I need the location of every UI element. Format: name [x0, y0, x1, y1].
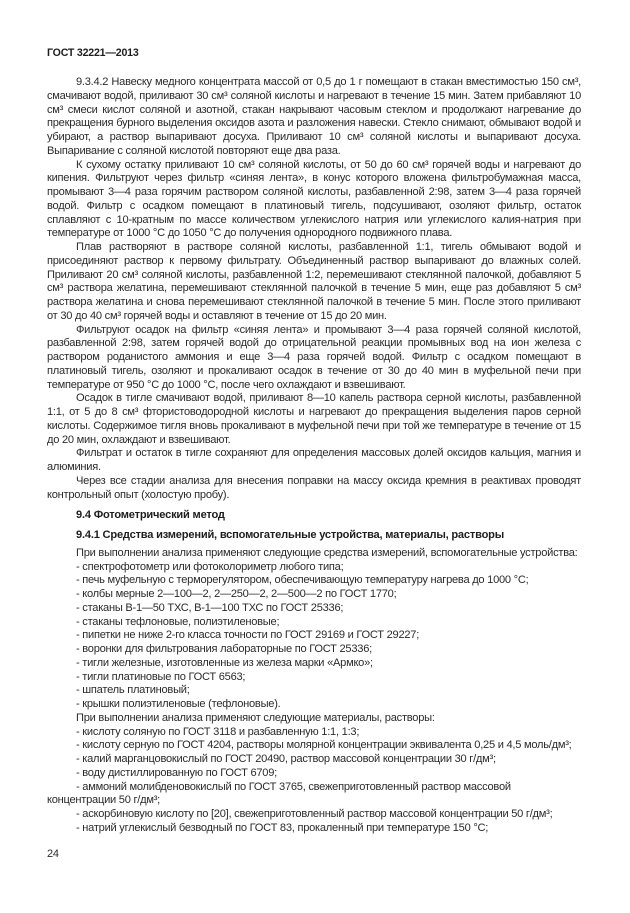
- list-item: - аммоний молибденовокислый по ГОСТ 3765, свежеприготовленный раствор массовой концентрации 50 г/дм³;: [47, 780, 511, 807]
- paragraph: Осадок в тигле смачивают водой, приливают 8—10 капель раствора серной кислоты, разбавленной 1:1, от 5 до 8 см³ фтористоводородной кислоты и нагревают до прекращения выделения паров серной кислоты. Содержимое тигля вновь прокаливают в муфельной печи при той же температуре в течение от 15 до 20 мин, охлаждают и взвешивают.: [47, 392, 581, 446]
- section-title: 9.4 Фотометрический метод: [76, 509, 225, 522]
- page-number: 24: [47, 848, 59, 860]
- list-item: - печь муфельную с терморегулятором, обеспечивающую температуру нагрева до 1000 °С;: [76, 574, 529, 587]
- document-header: ГОСТ 32221—2013: [47, 47, 139, 59]
- document-body: [47, 76, 581, 836]
- list-item: - тигли платиновые по ГОСТ 6563;: [76, 670, 246, 683]
- list-item: - стаканы В-1—50 ТХС, В-1—100 ТХС по ГОСТ 25336;: [76, 601, 344, 614]
- subsection-title: 9.4.1 Средства измерений, вспомогательные устройства, материалы, растворы: [76, 529, 505, 541]
- list-item: - воронки для фильтрования лабораторные по ГОСТ 25336;: [76, 643, 372, 655]
- paragraph: 9.3.4.2 Навеску медного концентрата массой от 0,5 до 1 г помещают в стакан вместимостью 150 см³, смачивают водой, приливают 30 см³ соляной кислоты и нагревают в течение 15 мин. Затем прибавляют 10 см³ смеси кислот соляной и азотной, стакан накрывают часовым стеклом и продолжают нагревание до прекращения бурного выделения оксидов азота и разложения навески. Стекло снимают, обмывают водой и убирают, а раствор выпаривают досуха. Приливают 10 см³ соляной кислоты и выпаривают досуха. Выпаривание с соляной кислотой повторяют еще два раза.: [47, 76, 581, 157]
- list-item: - аскорбиновую кислоту по [20], свежеприготовленный раствор массовой концентрации 50 г/дм³;: [76, 808, 553, 820]
- list-item: - пипетки не ниже 2-го класса точности по ГОСТ 29169 и ГОСТ 29227;: [76, 629, 420, 642]
- list-item: - натрий углекислый безводный по ГОСТ 83, прокаленный при температуре 150 °С;: [76, 821, 489, 834]
- paragraph: Плав растворяют в растворе соляной кислоты, разбавленной 1:1, тигель обмывают водой и присоединяют раствор к первому фильтрату. Объединенный раствор выпаривают до влажных солей. Приливают 20 см³ соляной кислоты, разбавленной 1:2, перемешивают стеклянной палочкой, добавляют 5 см³ раствора желатина, перемешивают стеклянной палочкой в течение 5 мин, еще раз добавляют 5 см³ раствора желатина и снова перемешивают стеклянной палочкой в течение 5 мин. После этого приливают от 30 до 40 см³ горячей воды и оставляют в течение от 15 до 20 мин.: [47, 241, 581, 322]
- list-item: - шпатель платиновый;: [76, 684, 190, 697]
- equipment-intro: При выполнении анализа применяют следующие средства измерений, вспомогательные устройства:: [76, 546, 578, 559]
- paragraph: Через все стадии анализа для внесения поправки на массу оксида кремния в реактивах проводят контрольный опыт (холостую пробу).: [47, 474, 581, 501]
- list-item: - стаканы тефлоновые, полиэтиленовые;: [76, 615, 280, 628]
- materials-intro: При выполнении анализа применяют следующие материалы, растворы:: [76, 711, 435, 724]
- paragraph: К сухому остатку приливают 10 см³ соляной кислоты, от 50 до 60 см³ горячей воды и нагревают до кипения. Фильтруют через фильтр «синяя лента», в конус которого вложена фильтробумажная масса, промывают 3—4 раза горячим раствором соляной кислоты, разбавленной 2:98, затем 3—4 раза горячей водой. Фильтр с осадком помещают в платиновый тигель, подсушивают, озоляют фильтр, остаток сплавляют с 10-кратным по массе количеством углекислого натрия или углекислого калия-натрия при температуре от 1000 °С до 1050 °С до получения однородного подвижного плава.: [47, 158, 581, 240]
- paragraph: Фильтруют осадок на фильтр «синяя лента» и промывают 3—4 раза горячей соляной кислотой, разбавленной 2:98, затем горячей водой до отрицательной реакции промывных вод на ион железа с раствором роданистого аммония и еще 3—4 раза горячей водой. Фильтр с осадком помещают в платиновый тигель, озоляют и прокаливают осадок в течение от 30 до 40 мин в муфельной печи при температуре от 950 °С до 1000 °С, после чего охлаждают и взвешивают.: [47, 323, 581, 391]
- list-item: - кислоту серную по ГОСТ 4204, растворы молярной концентрации эквивалента 0,25 и 4,5 моль/дм³;: [76, 739, 572, 752]
- list-item: - крышки полиэтиленовые (тефлоновые).: [76, 698, 281, 710]
- list-item: - тигли железные, изготовленные из железа марки «Армко»;: [76, 656, 373, 669]
- list-item: - кислоту соляную по ГОСТ 3118 и разбавленную 1:1, 1:3;: [76, 725, 360, 738]
- list-item: - колбы мерные 2—100—2, 2—250—2, 2—500—2 по ГОСТ 1770;: [76, 588, 397, 600]
- list-item: - спектрофотометр или фотоколориметр любого типа;: [76, 560, 344, 573]
- list-item: - воду дистиллированную по ГОСТ 6709;: [76, 766, 277, 779]
- paragraph: Фильтрат и остаток в тигле сохраняют для определения массовых долей оксидов кальция, магния и алюминия.: [47, 447, 581, 473]
- list-item: - калий марганцовокислый по ГОСТ 20490, раствор массовой концентрации 30 г/дм³;: [76, 753, 496, 765]
